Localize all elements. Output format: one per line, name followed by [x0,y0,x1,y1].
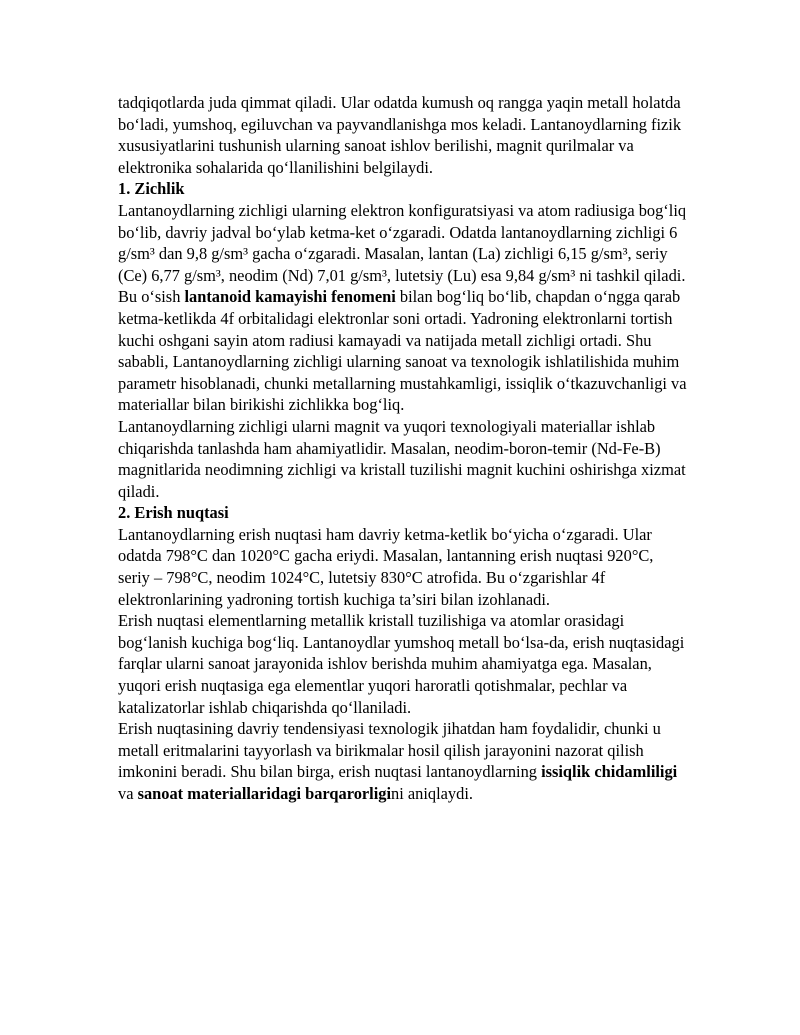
melting-paragraph-1: Lantanoydlarning erish nuqtasi ham davriy ketma-ketlik bo‘yicha o‘zgaradi. Ular odatda 798°C dan 1020°C gacha eriydi. Masalan, lantanning erish nuqtasi 920°C, seriy – 798°C, neodim 1024°C, lutetsiy 830°C atrofida. Bu o‘zgarishlar 4f elektronlarining yadroning tortish kuchiga ta’siri bilan izohlanadi. [118,524,654,609]
text-span: va [118,784,138,803]
density-paragraph-2 [118,286,688,416]
text-span: Bu o‘sish [118,287,185,307]
density-paragraph-3: Lantanoydlarning zichligi ularni magnit va yuqori texnologiyali materiallar ishlab chiqarishda tanlashda ham ahamiyatlidir. Masalan, neodim-boron-temir (Nd-Fe-B) magnitlarida neodimning zichligi va kristall tuzilishi magnit kuchini oshirishga xizmat qiladi. [118,416,686,501]
melting-paragraph-2: Erish nuqtasi elementlarning metallik kristall tuzilishiga va atomlar orasidagi bog‘lanish kuchiga bog‘liq. Lantanoydlar yumshoq metall bo‘lsa-da, erish nuqtasidagi farqlar ularni sanoat jarayonida ishlov berishda muhim ahamiyatga ega. Masalan, yuqori erish nuqtasiga ega elementlar yuqori haroratli qotishmalar, pechlar va katalizatorlar ishlab chiqarishda qo‘llaniladi. [118,611,685,717]
intro-paragraph: tadqiqotlarda juda qimmat qiladi. Ular odatda kumush oq rangga yaqin metall holatda bo‘ladi, yumshoq, egiluvchan va payvandlanishga mos keladi. Lantanoydlarning fizik xususiyatlarini tushunish ularning sanoat ishlov berilishi, magnit qurilmalar va elektronika sohalarida qo‘llanilishini belgilaydi. [118,93,682,177]
section-heading-melting-point: 2. Erish nuqtasi [118,503,229,523]
bold-term: lantanoid kamayishi fenomeni [184,287,396,307]
section-heading-density: 1. Zichlik [118,179,185,199]
text-span: Erish nuqtasining davriy tendensiyasi texnologik jihatdan ham foydalidir, chunki u metall eritmalarini tayyorlash va birikmalar hosil qilish jarayonini nazorat qilish imkonini beradi. Shu bilan birga, erish nuqtasi lantanoydlarning [118,719,661,782]
document-page [118,92,688,805]
text-span: bilan bog‘liq bo‘lib, chapdan o‘ngga qarab ketma-ketlikda 4f orbitalidagi elektronlar soni ortadi. Yadroning elektronlarni tortish kuchi oshgani sayin atom radiusi kamayadi va natijada metall zichligi ortadi. Shu sababli, Lantanoydlarning zichligi ularning sanoat va texnologik ishlatilishida muhim parametr hisoblanadi, chunki metallarning mustahkamligi, issiqlik o‘tkazuvchanligi va materiallar bilan birikishi zichlikka bog‘liq. [118,287,687,415]
density-paragraph-1: Lantanoydlarning zichligi ularning elektron konfiguratsiyasi va atom radiusiga bog‘liq bo‘lib, davriy jadval bo‘ylab ketma-ket o‘zgaradi. Odatda lantanoydlarning zichligi 6 g/sm³ dan 9,8 g/sm³ gacha o‘zgaradi. Masalan, lantan (La) zichligi 6,15 g/sm³, seriy (Ce) 6,77 g/sm³, neodim (Nd) 7,01 g/sm³, lutetsiy (Lu) esa 9,84 g/sm³ ni tashkil qiladi. [118,200,687,285]
text-span: ni aniqlaydi. [391,784,473,803]
melting-paragraph-3 [118,718,688,804]
bold-term: issiqlik chidamliligi [541,762,678,782]
bold-term: sanoat materiallaridagi barqarorligi [137,784,392,803]
